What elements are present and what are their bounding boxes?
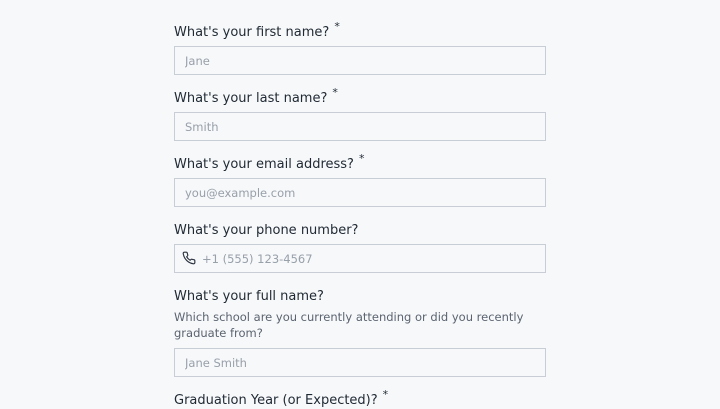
full-name-input[interactable] bbox=[175, 349, 545, 376]
last-name-field bbox=[174, 86, 546, 141]
graduation-year-label: Graduation Year (or Expected)? * bbox=[174, 388, 389, 408]
email-input[interactable] bbox=[175, 179, 545, 206]
school-help-text: Which school are you currently attending or did you recently graduate from? bbox=[174, 310, 524, 340]
phone-input[interactable] bbox=[175, 245, 545, 272]
phone-field bbox=[174, 223, 546, 273]
required-asterisk: * bbox=[382, 388, 389, 401]
last-name-label: What's your last name? * bbox=[174, 86, 338, 106]
required-asterisk: * bbox=[358, 152, 365, 165]
required-asterisk: * bbox=[334, 20, 340, 33]
phone-label: What's your phone number? bbox=[174, 223, 359, 238]
first-name-field bbox=[174, 20, 546, 75]
full-name-field bbox=[174, 289, 546, 377]
full-name-label: What's your full name? bbox=[174, 289, 324, 304]
email-label: What's your email address? * bbox=[174, 152, 365, 172]
phone-input-box[interactable] bbox=[174, 244, 546, 273]
graduation-year-field bbox=[174, 388, 546, 409]
first-name-input[interactable] bbox=[175, 47, 545, 74]
email-input-box[interactable] bbox=[174, 178, 546, 207]
last-name-input[interactable] bbox=[175, 113, 545, 140]
full-name-input-box[interactable] bbox=[174, 348, 546, 377]
required-asterisk: * bbox=[332, 86, 338, 99]
first-name-input-box[interactable] bbox=[174, 46, 546, 75]
email-field bbox=[174, 152, 546, 207]
first-name-label: What's your first name? * bbox=[174, 20, 340, 40]
last-name-input-box[interactable] bbox=[174, 112, 546, 141]
